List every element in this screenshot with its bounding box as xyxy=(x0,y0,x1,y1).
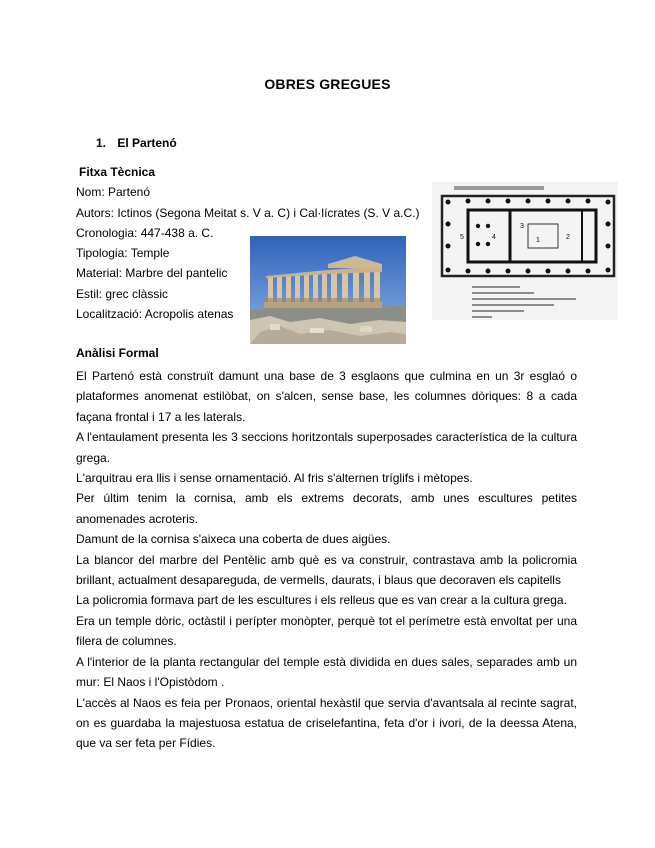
paragraph: A l'entaulament presenta les 3 seccions horitzontals superposades característica de la cultura grega. xyxy=(76,430,577,465)
fitxa-tecnica-heading: Fitxa Tècnica xyxy=(79,165,156,179)
fitxa-line-estil: Estil: grec clàssic xyxy=(76,287,169,301)
plan-label-3: 3 xyxy=(520,223,524,230)
fitxa-line-localitzacio: Localització: Acropolis atenas xyxy=(76,307,234,321)
paragraph: Damunt de la cornisa s'aixeca una coberta de dues aigües. xyxy=(76,532,391,547)
plan-label-2: 2 xyxy=(566,234,570,241)
fitxa-line-cronologia: Cronologia: 447-438 a. C. xyxy=(76,226,214,240)
parthenon-floor-plan xyxy=(432,182,618,320)
paragraph: Era un temple dòric, octàstil i perípter monòpter, perquè tot el perímetre està envoltat per una filera de columnes. xyxy=(76,613,577,649)
paragraph: L'arquitrau era llis i sense ornamentació. Al fris s'alternen tríglifs i mètopes. xyxy=(76,471,473,486)
fitxa-line-tipologia: Tipologia: Temple xyxy=(76,246,170,260)
parthenon-photo xyxy=(250,236,406,344)
section-title: El Partenó xyxy=(117,136,177,150)
analisi-formal-heading: Anàlisi Formal xyxy=(76,346,159,360)
fitxa-line-material: Material: Marbre del pantelic xyxy=(76,266,228,280)
plan-label-1: 1 xyxy=(536,237,540,244)
plan-label-4: 4 xyxy=(492,234,496,241)
paragraph: La blancor del marbre del Pentèlic amb què es va construir, contrastava amb la policromia brillant, actualment desapareguda, de vermells, daurats, i blaus que decoraven els capitells xyxy=(76,552,577,588)
paragraph: El Partenó està construït damunt una base de 3 esglaons que culmina en un 3r esglaó o plataformes anomenat estilòbat, on s'alcen, sense base, les columnes dòriques: 8 a cada façana frontal i 17 a les laterals. xyxy=(76,369,577,424)
paragraph: A l'interior de la planta rectangular del temple està dividida en dues sales, separades amb un mur: El Naos i l'Opistòdom . xyxy=(76,654,577,690)
plan-label-5: 5 xyxy=(460,234,464,241)
paragraph: L'accès al Naos es feia per Pronaos, oriental hexàstil que servia d'avantsala al recinte sagrat, on es guardaba la majestuosa estatua de criselefantina, feta d'or i ivori, de la deessa Atena, que va ser feta per Fídies. xyxy=(76,695,577,751)
section-heading xyxy=(96,136,177,150)
fitxa-line-autors: Autors: Ictinos (Segona Meitat s. V a. C) i Cal·lícrates (S. V a.C.) xyxy=(76,206,420,220)
analisi-formal-body xyxy=(76,366,577,754)
paragraph: Per últim tenim la cornisa, amb els extrems decorats, amb unes escultures petites anomenades acroteris. xyxy=(76,491,577,526)
page-title: OBRES GREGUES xyxy=(264,76,391,92)
fitxa-line-nom: Nom: Partenó xyxy=(76,185,151,199)
section-number: 1. xyxy=(96,136,107,150)
paragraph: La policromia formava part de les escultures i els relleus que es van crear a la cultura grega. xyxy=(76,593,567,608)
